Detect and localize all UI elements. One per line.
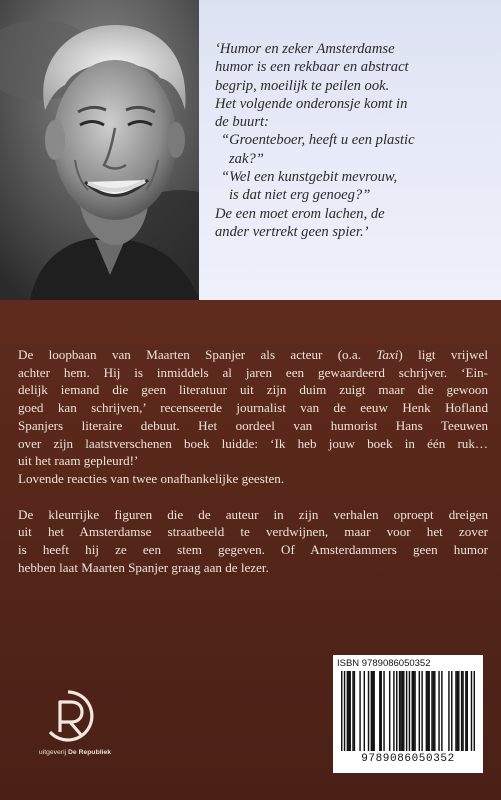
barcode-bar [428,671,429,751]
barcode-bar [383,671,384,751]
barcode-bar [414,671,415,751]
blurb-line [18,346,488,364]
barcode-bar [371,671,372,751]
barcode-bar [403,671,404,751]
blurb-line: goed kan schrijven,’ recenseerde journalist van de eeuw Henk Hofland [18,400,488,416]
barcode-bar [448,671,449,751]
blurb-line: uit het raam gepleurd!’ [18,453,139,469]
blurb-line: hebben laat Maarten Spanjer graag aan de lezer. [18,559,269,575]
barcode-bar [399,671,400,751]
isbn-label: ISBN 9789086050352 [337,658,431,669]
barcode-bar [389,671,390,751]
quote-line: humor is een rekbaar en abstract [215,59,409,76]
barcode-bar [372,671,373,751]
circle-r-logo-icon [38,686,98,746]
top-section [0,0,501,300]
quote-line: ander vertrekt geen spier.’ [215,223,369,240]
barcode-block [333,655,483,773]
pull-quote [215,40,495,241]
barcode-bar [347,671,348,751]
barcode-bar [354,671,355,751]
blurb-title-italic: Taxi [376,347,399,362]
quote-line: is dat niet erg genoeg?” [229,187,371,204]
barcode-bar [380,671,381,751]
barcode-bar [349,671,350,751]
author-photo [0,0,210,300]
blurb [18,346,488,576]
paragraph-gap [18,488,488,506]
publisher-name: De Republiek [68,749,112,756]
barcode-bar [431,671,432,751]
barcode-bar [419,671,420,751]
barcode-bar [455,671,456,751]
barcode-bar [471,671,472,751]
barcode-bar [359,671,360,751]
barcode-bar [462,671,463,751]
barcode-bar [400,671,401,751]
quote-panel [199,0,501,300]
barcode-bar [373,671,374,751]
blurb-line: uit het Amsterdamse straatbeeld te verdwijnen, maar voor het zover [18,524,488,540]
barcode-bar [402,671,403,751]
barcode-bar [396,671,397,751]
barcode-bar [461,671,462,751]
barcode-bar [406,671,407,751]
barcode-bar [427,671,428,751]
barcode-bar [409,671,410,751]
barcode-bar [413,671,414,751]
barcode-bar [467,671,468,751]
quote-line: Het volgende onderonsje komt in [215,95,408,112]
publisher-prefix: uitgeverij [38,749,69,756]
blurb-text: ) ligt vrijwel [398,347,488,362]
barcode-bar [412,671,413,751]
barcode-bar [451,671,452,751]
blurb-line: over zijn laatstverschenen boek luidde: ‘Ik heb jouw boek in één ruk… [18,435,488,451]
quote-line: ‘Humor en zeker Amsterdamse [215,41,395,57]
barcode-bar [426,671,427,751]
barcode-bar [438,671,439,751]
barcode-bar [458,671,459,751]
blurb-text: De loopbaan van Maarten Spanjer als acteur (o.a. [18,347,377,362]
barcode-bar [457,671,458,751]
barcode-bar [368,671,369,751]
barcode-bar [393,671,394,751]
barcode-bar [352,671,353,751]
publisher-imprint [20,749,130,756]
barcode-bars [341,671,475,751]
barcode-bar [421,671,422,751]
barcode-bar [434,671,435,751]
barcode-bar [433,671,434,751]
blurb-line: is heeft hij ze een stem gegeven. Of Amsterdammers geen humor [18,542,488,558]
quote-line: zak?” [229,150,264,167]
barcode-bar [441,671,442,751]
author-portrait-image [0,0,210,300]
barcode-bar [341,671,342,751]
quote-line: begrip, moeilijk te peilen ook. [215,77,390,94]
barcode-number: 9789086050352 [361,753,455,765]
blurb-line: achter hem. Hij is inmiddels al jaren een gewaardeerd schrijver. ‘Ein- [18,364,488,380]
blurb-line: Lovende reacties van twee onafhankelijke geesten. [18,470,285,486]
barcode-bar [344,671,345,751]
barcode-bar [474,671,475,751]
blurb-line: Spanjers literaire debuut. Het oordeel van humorist Hans Teeuwen [18,417,488,433]
quote-line: de buurt: [215,114,269,131]
quote-line: De een moet erom lachen, de [215,205,385,222]
quote-line: “Groenteboer, heeft u een plastic [221,132,415,149]
blurb-line: delijk iemand die geen literatuur uit zijn duim zuigt maar die gewoon [18,382,488,398]
barcode-bar [364,671,365,751]
barcode-bar [465,671,466,751]
barcode-bar [348,671,349,751]
blurb-line: De kleurrijke figuren die de auteur in zijn verhalen oproept dreigen [18,506,488,522]
quote-line: “Wel een kunstgebit mevrouw, [221,169,398,186]
barcode-bar [379,671,380,751]
